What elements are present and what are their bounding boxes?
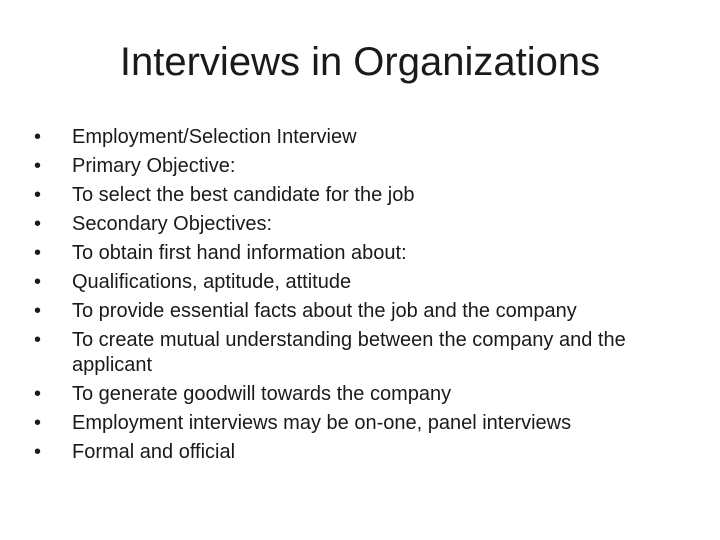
list-item (34, 241, 694, 266)
bullet-icon: • (34, 184, 42, 206)
bullet-text: Employment/Selection Interview (72, 126, 357, 148)
list-item (34, 411, 694, 436)
list-item (34, 299, 694, 324)
bullet-icon: • (34, 126, 42, 148)
bullet-icon: • (34, 155, 42, 177)
bullet-icon: • (34, 271, 42, 293)
bullet-icon: • (34, 213, 42, 235)
bullet-icon: • (34, 329, 42, 351)
bullet-icon: • (34, 412, 42, 434)
bullet-icon: • (34, 441, 42, 463)
list-item (34, 212, 694, 237)
bullet-text: Formal and official (72, 441, 236, 463)
bullet-text: Primary Objective: (72, 155, 236, 177)
bullet-text: To provide essential facts about the job and the company (72, 300, 577, 322)
bullet-list (34, 125, 694, 469)
list-item (34, 154, 694, 179)
bullet-text: Employment interviews may be on-one, panel interviews (72, 412, 572, 434)
list-item (34, 183, 694, 208)
bullet-text: To obtain first hand information about: (72, 242, 407, 264)
bullet-icon: • (34, 242, 42, 264)
bullet-icon: • (34, 383, 42, 405)
bullet-icon: • (34, 300, 42, 322)
list-item (34, 270, 694, 295)
bullet-text: Qualifications, aptitude, attitude (72, 271, 352, 293)
list-item (34, 125, 694, 150)
list-item (34, 328, 694, 378)
list-item (34, 382, 694, 407)
slide-title: Interviews in Organizations (119, 40, 601, 84)
bullet-text: Secondary Objectives: (72, 213, 273, 235)
bullet-text: To select the best candidate for the job (72, 184, 415, 206)
bullet-text: To generate goodwill towards the company (72, 383, 452, 405)
bullet-text: To create mutual understanding between the company and the applicant (72, 329, 626, 376)
list-item (34, 440, 694, 465)
